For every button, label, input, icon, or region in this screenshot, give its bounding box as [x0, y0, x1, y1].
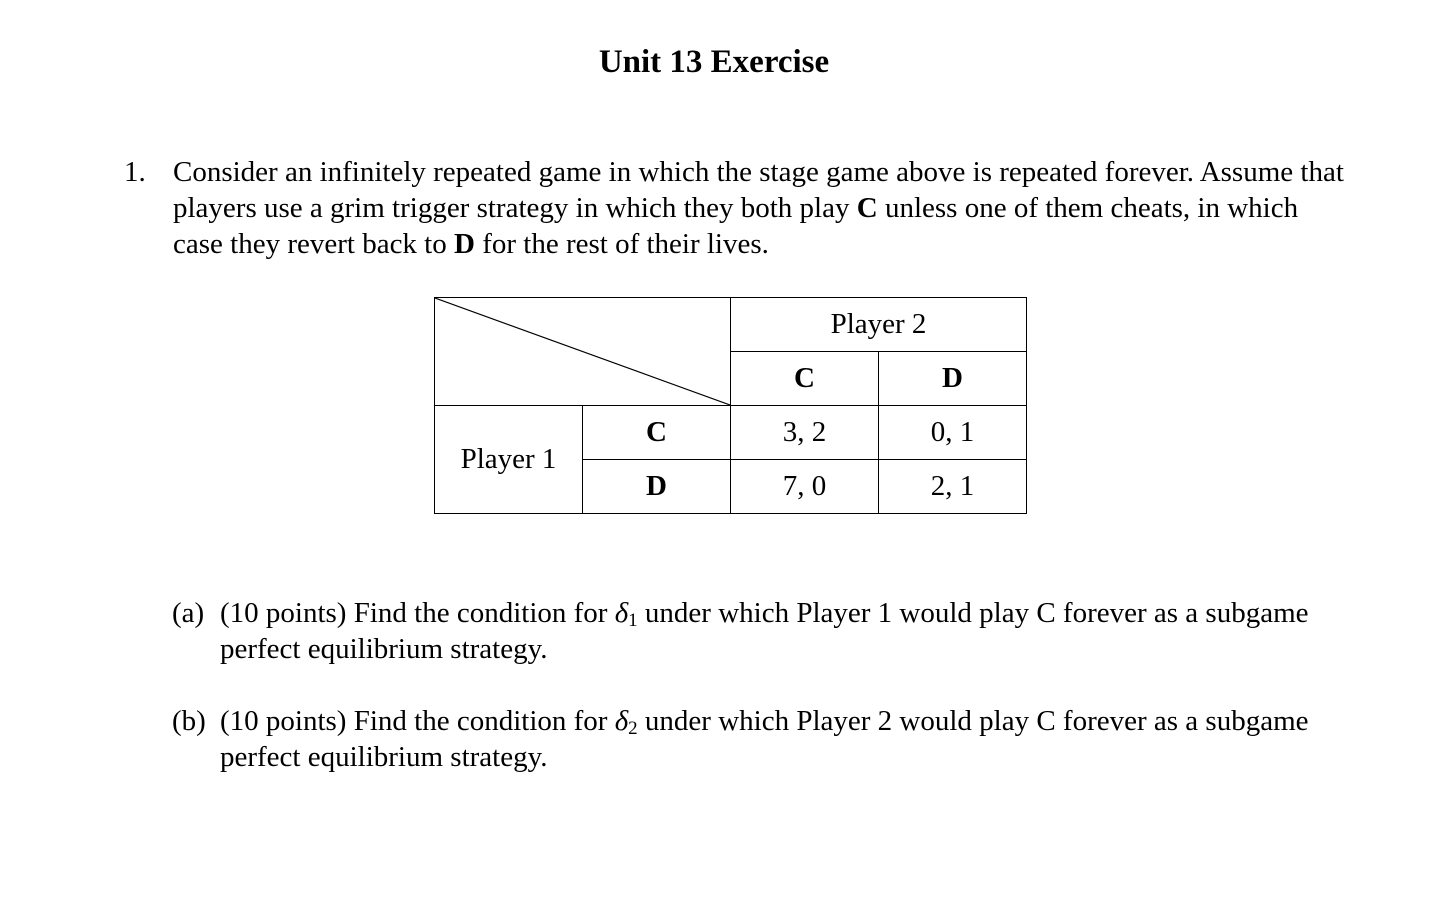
part-text: under which Player 1 would play C forever as a subgame perfect equilibrium strategy.	[220, 597, 1309, 665]
part-a	[172, 595, 1372, 667]
row-player-label: Player 1	[435, 406, 583, 514]
part-a-label: (a)	[172, 597, 205, 629]
delta-subscript: 1	[628, 610, 638, 631]
part-text: (10 points) Find the condition for	[220, 597, 615, 629]
question-text-part: for the rest of their lives.	[474, 228, 769, 260]
table-corner-cell	[435, 298, 731, 406]
column-player-label: Player 2	[731, 298, 1027, 352]
diagonal-line	[435, 298, 730, 405]
delta-subscript: 2	[628, 718, 638, 739]
row-strategy-c: C	[583, 406, 731, 460]
part-text: under which Player 2 would play C forever as a subgame perfect equilibrium strategy.	[220, 705, 1309, 773]
strategy-c-bold: C	[856, 192, 878, 224]
payoff-cell-cc: 3, 2	[731, 406, 879, 460]
payoff-cell-cd: 0, 1	[879, 406, 1027, 460]
question-text-part: unless one of them cheats, in which case they revert back to	[173, 192, 1299, 260]
payoff-cell-dd: 2, 1	[879, 460, 1027, 514]
question-1	[124, 154, 1354, 262]
page-title: Unit 13 Exercise	[598, 44, 830, 80]
row-strategy-d: D	[583, 460, 731, 514]
column-strategy-d: D	[879, 352, 1027, 406]
question-text	[173, 154, 1354, 262]
payoff-cell-dc: 7, 0	[731, 460, 879, 514]
delta-symbol: δ	[614, 597, 629, 629]
delta-1-symbol	[615, 597, 638, 629]
delta-2-symbol	[615, 705, 638, 737]
part-a-text	[220, 595, 1372, 667]
payoff-matrix	[434, 297, 1027, 514]
question-text-part: Consider an infinitely repeated game in which the stage game above is repeated forever. Assume that players use a grim trigger strategy in which they both play	[173, 156, 1344, 224]
strategy-d-bold: D	[454, 228, 475, 260]
part-b	[172, 703, 1372, 775]
column-strategy-c: C	[731, 352, 879, 406]
part-b-label: (b)	[172, 705, 206, 737]
question-number: 1.	[124, 156, 146, 188]
part-text: (10 points) Find the condition for	[220, 705, 615, 737]
part-b-text	[220, 703, 1372, 775]
delta-symbol: δ	[614, 705, 629, 737]
